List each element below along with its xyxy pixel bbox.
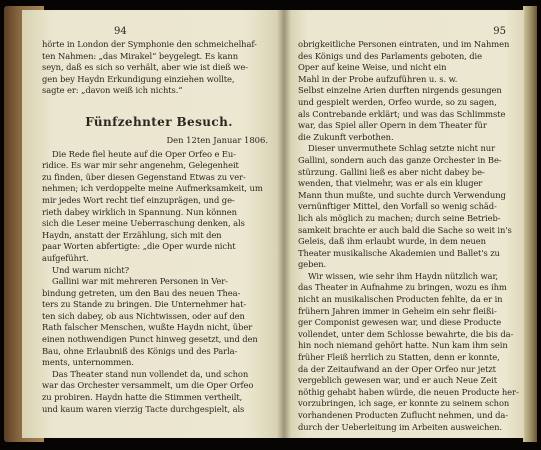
text-line: obrigkeitliche Personen eintraten, und im Nahmen bbox=[298, 39, 510, 49]
text-line: das Theater in Aufnahme zu bringen, wozu es ihm bbox=[298, 282, 507, 293]
text-line: vollendet, unter dem Schlosse bewahrte, die bis da- bbox=[298, 328, 514, 339]
text-line: Oper auf keine Weise, und nicht ein bbox=[298, 62, 447, 73]
text-line: seyn, daß es sich so verhält, aber wie ist dieß we- bbox=[42, 62, 248, 73]
text-line: Gallini war mit mehreren Personen in Ver- bbox=[52, 276, 228, 287]
text-line: wenden, that vielmehr, was er als ein kluger bbox=[298, 178, 483, 189]
text-line: Rath falscher Menschen, wußte Haydn nicht, über bbox=[42, 322, 253, 333]
text-line: nehmen; ich verdoppelte meine Aufmerksamkeit, um bbox=[42, 183, 263, 194]
text-line: ten Nahmen: „das Mirakel“ beygelegt. Es kann bbox=[42, 50, 239, 61]
text-line: war das Orchester versammelt, um die Oper Orfeo bbox=[42, 380, 254, 391]
text-line: nicht an musikalischen Producten fehlte, da er in bbox=[298, 294, 503, 305]
left-top-text bbox=[42, 39, 276, 97]
text-line: frühern Jahren immer in Geheim ein sehr fleißi- bbox=[298, 305, 497, 316]
text-line: ters zu Stande zu bringen. Die Unternehmer hat- bbox=[42, 299, 247, 310]
text-line: und kaum waren vierzig Tacte durchgespielt, als bbox=[42, 403, 245, 414]
text-line: die Zukunft verbothen. bbox=[298, 131, 394, 142]
text-line: Und warum nicht? bbox=[52, 264, 130, 275]
text-line: aufgeführt. bbox=[42, 252, 89, 263]
text-line: sagte er: „davon weiß ich nichts.“ bbox=[42, 85, 183, 96]
text-line: stürzung. Gallini ließ es aber nicht dabey be- bbox=[298, 166, 485, 177]
text-line: zu probiren. Haydn hatte die Stimmen vertheilt, bbox=[42, 392, 243, 403]
text-line: Selbst einzelne Arien durften nirgends gesungen bbox=[298, 85, 502, 96]
text-line: ridice. Es war mir sehr angenehm, Gelegenheit bbox=[42, 160, 239, 171]
right-body-text bbox=[298, 39, 519, 433]
text-line: Geleis, daß ihm erlaubt wurde, in dem neuen bbox=[298, 236, 486, 247]
chapter-heading: Fünfzehnter Besuch. bbox=[85, 114, 233, 129]
chapter-dateline: Den 12ten Januar 1806. bbox=[166, 134, 268, 145]
text-line: sich die Leser meine Ueberraschung denken, als bbox=[42, 218, 245, 229]
text-line: hin noch niemand gehört hatte. Nun kam ihm sein bbox=[298, 340, 508, 351]
text-line: war, das Spiel aller Opern in dem Theater für bbox=[298, 120, 487, 131]
text-line: vernünftiger Mittel, den Vorfall so wenig schäd- bbox=[298, 201, 497, 212]
text-line: samkeit brachte er auch bald die Sache so weit in's bbox=[298, 224, 512, 235]
text-line: Das Theater stand nun vollendet da, und schon bbox=[52, 368, 249, 379]
text-line: einen nothwendigen Punct hinweg gesetzt, und den bbox=[42, 334, 258, 345]
text-line: und gespielt werden, Orfeo wurde, so zu sagen, bbox=[298, 96, 497, 107]
text-line: ten sich dabey, ob aus Nichtwissen, oder auf den bbox=[42, 310, 245, 321]
text-line: Gallini, sondern auch das ganze Orchester in Be- bbox=[298, 154, 502, 165]
left-page bbox=[22, 10, 284, 438]
book-gutter bbox=[277, 10, 291, 438]
text-line: nöthig gehabt haben würde, die neuen Producte her- bbox=[298, 386, 519, 397]
text-line: vergeblich gewesen war, und er auch Neue Zeit bbox=[298, 375, 497, 386]
text-line: Dieser unvermuthete Schlag setzte nicht nur bbox=[308, 143, 495, 154]
text-line: Wir wissen, wie sehr ihm Haydn nützlich war, bbox=[308, 270, 498, 281]
text-line: lich als möglich zu machen; durch seine Betrieb- bbox=[298, 212, 501, 223]
text-line: durch der Ueberleitung im Arbeiten ausweichen. bbox=[298, 421, 503, 432]
text-line: vorzubringen, ich sage, er konnte zu seinem schon bbox=[298, 398, 510, 409]
text-line: Mahl in der Probe aufzuführen u. s. w. bbox=[298, 73, 458, 84]
left-page-number: 94 bbox=[114, 26, 127, 37]
text-line: als Contrebande erklärt; und was das Schlimmste bbox=[298, 108, 506, 119]
book-page-edges-right bbox=[523, 6, 537, 442]
text-line: da der Zeitaufwand an der Oper Orfeo nur jetzt bbox=[298, 363, 496, 374]
text-line: geben. bbox=[298, 259, 327, 270]
text-line: mir jedes Wort recht tief einzuprägen, und ge- bbox=[42, 194, 235, 205]
text-line: Bau, ohne Erlaubniß des Königs und des Parla- bbox=[42, 345, 238, 356]
text-line: ger Componist gewesen war, und diese Producte bbox=[298, 317, 502, 328]
right-page bbox=[284, 10, 524, 438]
text-line: hörte in London der Symphonie den schmeichelhaf- bbox=[42, 39, 257, 49]
text-line: Theater musikalische Akademien und Ballet's zu bbox=[298, 247, 500, 258]
right-page-number: 95 bbox=[493, 26, 506, 37]
text-line: paar Worten abfertigte: „die Oper wurde nicht bbox=[42, 241, 236, 252]
text-line: bindung getreten, um den Bau des neuen Thea- bbox=[42, 287, 241, 298]
text-line: vorhandenen Producten Zuflucht nehmen, und da- bbox=[298, 410, 509, 420]
text-line: Mann thun mußte, und suchte durch Verwendung bbox=[298, 189, 506, 200]
text-line: früher Fleiß herrlich zu Statten, denn er konnte, bbox=[298, 352, 500, 363]
text-line: ments, unternommen. bbox=[42, 357, 134, 368]
text-line: zu finden, über diesen Gegenstand Etwas zu ver- bbox=[42, 171, 246, 182]
text-line: gen bey Haydn Erkundigung einziehen wollte, bbox=[42, 73, 235, 84]
text-line: rieth dabey wirklich in Spannung. Nun können bbox=[42, 206, 237, 217]
text-line: Haydn, anstatt der Erzählung, sich mit den bbox=[42, 229, 222, 240]
text-line: Die Rede fiel heute auf die Oper Orfeo e Eu- bbox=[52, 148, 236, 159]
left-body-text bbox=[42, 149, 276, 416]
text-line: des Königs und des Parlaments geboten, die bbox=[298, 50, 482, 61]
